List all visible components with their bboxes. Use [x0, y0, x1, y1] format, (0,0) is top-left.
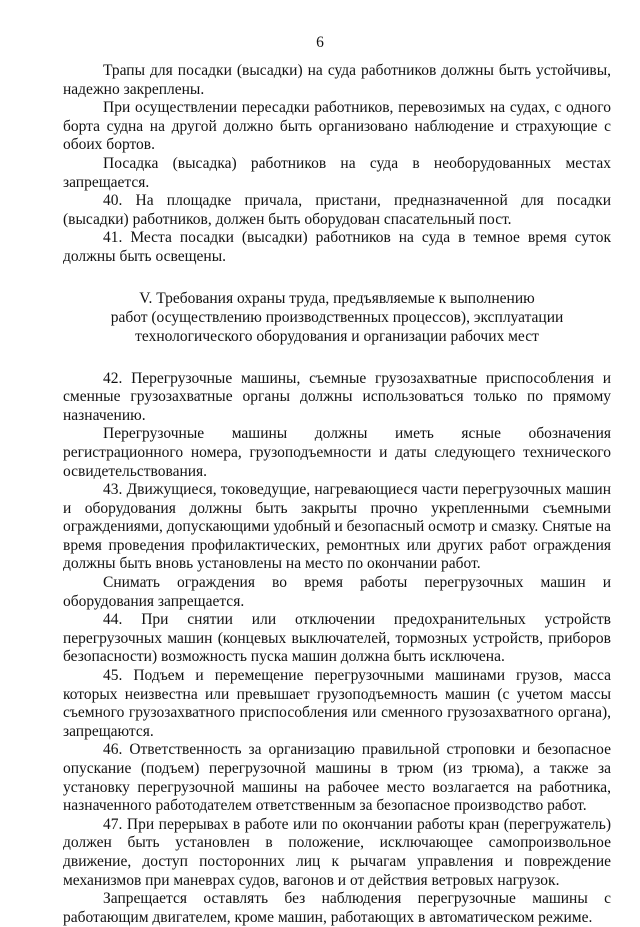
paragraph: Снимать ограждения во время работы перегрузочных машин и оборудования запрещается.: [63, 574, 611, 610]
paragraph-item-40: 40. На площадке причала, пристани, предназначенной для посадки (высадки) работников, должен быть оборудован спасательный пост.: [63, 192, 611, 228]
paragraph-item-43: 43. Движущиеся, токоведущие, нагревающиеся части перегрузочных машин и оборудования должны быть закрыты прочно укрепленными съемными ограждениями, допускающими удобный и безопасный осмотр и смазку. Снятые на время проведения профилактических, ремонтных или других работ ограждения должны быть вновь установлены на место по окончании работ.: [63, 481, 611, 573]
section-heading-line: технологического оборудования и организации рабочих мест: [135, 327, 539, 345]
paragraph: Перегрузочные машины должны иметь ясные обозначения регистрационного номера, грузоподъемности и даты следующего технического освидетельствования.: [63, 425, 611, 480]
section-heading: [63, 289, 611, 346]
section-heading-line: V. Требования охраны труда, предъявляемые к выполнению: [139, 289, 535, 307]
paragraph-item-42: 42. Перегрузочные машины, съемные грузозахватные приспособления и сменные грузозахватные органы должны использоваться только по прямому назначению.: [63, 369, 611, 424]
document-body: [63, 62, 611, 927]
paragraph-item-45: 45. Подъем и перемещение перегрузочными машинами грузов, масса которых неизвестна или превышает грузоподъемность машин (с учетом массы съемного грузозахватного приспособления или сменного грузозахватного органа), запрещаются.: [63, 667, 611, 740]
paragraph-item-46: 46. Ответственность за организацию правильной строповки и безопасное опускание (подъем) перегрузочной машины в трюм (из трюма), а также за установку перегрузочной машины на рабочее место возлагается на работника, назначенного работодателем ответственным за безопасное производство работ.: [63, 741, 611, 815]
paragraph: При осуществлении пересадки работников, перевозимых на судах, с одного борта судна на другой должно быть организовано наблюдение и страхующие с обоих бортов.: [63, 99, 611, 154]
paragraph-item-41: 41. Места посадки (высадки) работников на суда в темное время суток должны быть освещены.: [63, 229, 611, 265]
paragraph-item-44: 44. При снятии или отключении предохранительных устройств перегрузочных машин (концевых выключателей, тормозных устройств, приборов безопасности) возможность пуска машин должна быть исключена.: [63, 611, 611, 666]
paragraph: Трапы для посадки (высадки) на суда работников должны быть устойчивы, надежно закреплены.: [63, 62, 611, 98]
paragraph-item-47: 47. При перерывах в работе или по окончании работы кран (перегружатель) должен быть установлен в положение, исключающее самопроизвольное движение, доступ посторонних лиц к рычагам управления и повреждение механизмов при маневрах судов, вагонов и от действия ветровых нагрузок.: [63, 815, 611, 889]
page-number: 6: [316, 34, 324, 51]
section-heading-line: работ (осуществлению производственных процессов), эксплуатации: [110, 308, 564, 326]
paragraph: Посадка (высадка) работников на суда в необорудованных местах запрещается.: [63, 154, 611, 191]
paragraph: Запрещается оставлять без наблюдения перегрузочные машины с работающим двигателем, кроме машин, работающих в автоматическом режиме.: [63, 890, 611, 926]
